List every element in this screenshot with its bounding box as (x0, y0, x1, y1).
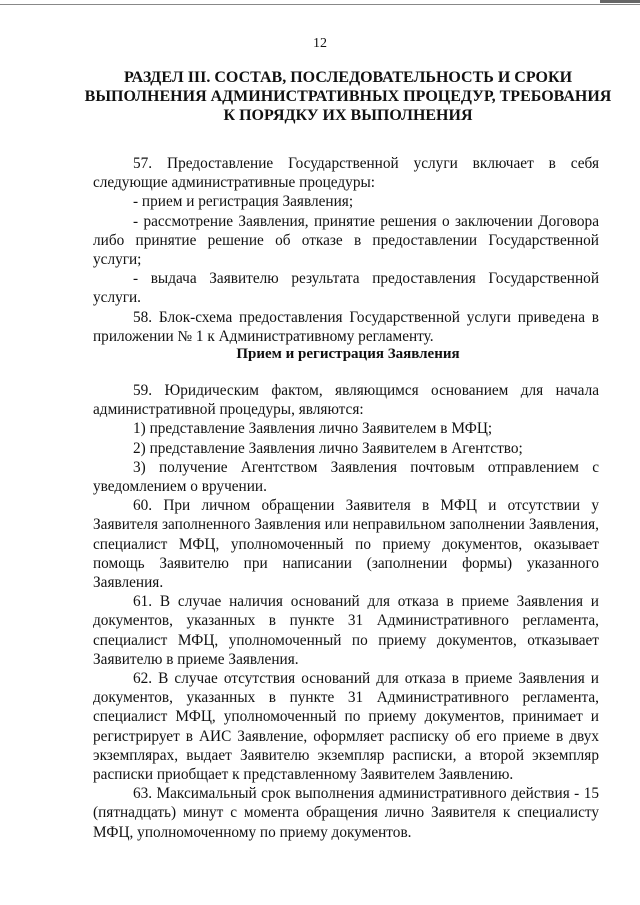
procedures-block (93, 154, 599, 346)
subsection-title: Прием и регистрация Заявления (236, 346, 460, 362)
list-item: 3) получение Агентством Заявления почтовым отправлением с уведомлением о вручении. (93, 458, 599, 496)
paragraph-58: 58. Блок-схема предоставления Государственной услуги приведена в приложении № 1 к Административному регламенту. (93, 308, 599, 345)
paragraph-63: 63. Максимальный срок выполнения административного действия - 15 (пятнадцать) минут с момента обращения лично Заявителя к специалисту МФЦ, уполномоченному по приему документов. (93, 785, 599, 841)
procedure-item: - рассмотрение Заявления, принятие решения о заключении Договора либо принятие решение об отказе в предоставлении Государственной услуги; (93, 212, 599, 269)
procedure-item: - выдача Заявителю результата предоставления Государственной услуги. (93, 270, 599, 307)
paragraph-59: 59. Юридическим фактом, являющимся основанием для начала административной процедуры, являются: (93, 382, 599, 419)
paragraph-61: 61. В случае наличия оснований для отказа в приеме Заявления и документов, указанных в пункте 31 Административного регламента, специалист МФЦ, уполномоченный по приему документов, отказывает Заявителю в приеме Заявления. (93, 593, 599, 668)
list-item: 2) представление Заявления лично Заявителем в Агентство; (133, 439, 523, 457)
reception-block (93, 381, 599, 842)
scan-edge-line (0, 4, 640, 5)
paragraph-60: 60. При личном обращении Заявителя в МФЦ и отсутствии у Заявителя заполненного Заявления или неправильном заполнении Заявления, специалист МФЦ, уполномоченный по приему документов, оказывает помощь Заявителю при написании (заполнении формы) указанного Заявления. (93, 497, 599, 592)
list-item: 1) представление Заявления лично Заявителем в МФЦ; (133, 420, 493, 438)
paragraph-62: 62. В случае отсутствия оснований для отказа в приеме Заявления и документов, указанных в пункте 31 Административного регламента, специалист МФЦ, уполномоченный по приему документов, принимает и регистрирует в АИС Заявление, оформляет расписку об его приеме в двух экземплярах, выдает Заявителю экземпляр расписки, а второй экземпляр расписки приобщает к представленному Заявителем Заявлению. (93, 670, 599, 784)
section-title: РАЗДЕЛ III. СОСТАВ, ПОСЛЕДОВАТЕЛЬНОСТЬ И СРОКИ ВЫПОЛНЕНИЯ АДМИНИСТРАТИВНЫХ ПРОЦЕДУР, ТРЕБОВАНИЯ К ПОРЯДКУ ИХ ВЫПОЛНЕНИЯ (84, 69, 612, 124)
scan-edge-mark (600, 0, 640, 3)
paragraph-57: 57. Предоставление Государственной услуги включает в себя следующие административные процедуры: (93, 155, 599, 192)
procedure-item: - прием и регистрация Заявления; (133, 193, 354, 211)
page-number: 12 (313, 36, 327, 51)
